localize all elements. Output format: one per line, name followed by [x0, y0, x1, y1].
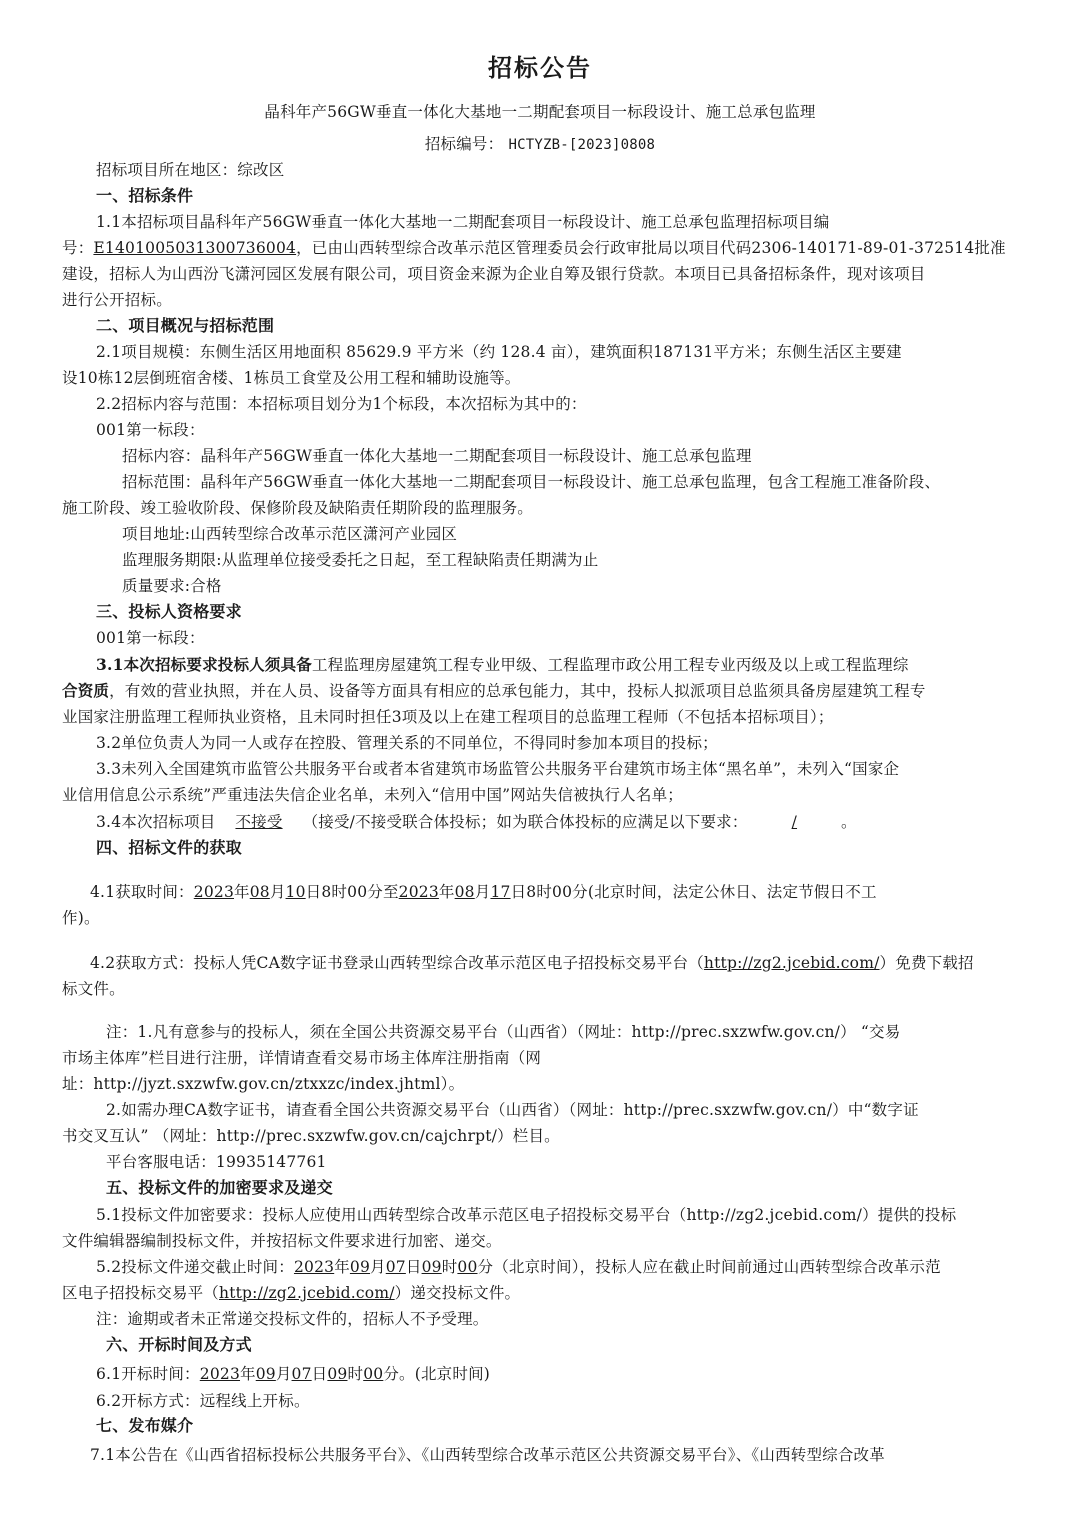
- unit-month: 月: [269, 883, 286, 901]
- s2-line-7: 施工阶段、竣工验收阶段、保修阶段及缺陷责任期阶段的监理服务。: [62, 499, 534, 517]
- s3-bold-qualification: 合资质: [62, 681, 110, 700]
- s3-line-7: 业信用信息公示系统”严重违法失信企业名单，未列入“信用中国”网站失信被执行人名单；: [62, 786, 683, 804]
- s6-opening-label: 6.1开标时间：: [96, 1365, 200, 1383]
- s2-line-5: 招标内容：晶科年产56GW垂直一体化大基地一二期配套项目一标段设计、施工总承包监理: [122, 447, 752, 465]
- s4-line-3: [90, 953, 974, 973]
- s5-line-4: [62, 1283, 520, 1303]
- s3-bold-requirement: 3.1本次招标要求投标人须具备: [96, 655, 312, 674]
- bid-number-line: [0, 134, 1080, 155]
- deadline-month: 09: [349, 1258, 371, 1276]
- unit-month: 月: [474, 883, 491, 901]
- section-7-heading: 七、发布媒介: [96, 1416, 194, 1435]
- s3-line-2-rest: 工程监理房屋建筑工程专业甲级、工程监理市政公用工程专业丙级及以上或工程监理综: [311, 656, 909, 674]
- consortium-requirement-blank: /: [791, 813, 798, 831]
- unit-day: 日: [311, 1365, 328, 1383]
- project-region: 招标项目所在地区：综改区: [96, 161, 285, 179]
- project-subtitle: 晶科年产56GW垂直一体化大基地一二期配套项目一标段设计、施工总承包监理: [264, 103, 816, 121]
- s6-opening-tail: 分。(北京时间): [383, 1365, 491, 1383]
- s6-line-1: [96, 1364, 490, 1384]
- section-3-heading: 三、投标人资格要求: [96, 602, 242, 621]
- consortium-choice: 不接受: [235, 813, 283, 831]
- s1-line-2: [62, 238, 1006, 258]
- s4-note-1: 注：1.凡有意参与的投标人，须在全国公共资源交易平台（山西省）（网址：http://prec.sxzwfw.gov.cn/） “交易: [106, 1023, 901, 1041]
- bid-number-label: 招标编号：: [424, 135, 504, 153]
- s5-deadline-label: 5.2投标文件递交截止时间：: [96, 1258, 294, 1276]
- s5-line-1: 5.1投标文件加密要求：投标人应使用山西转型综合改革示范区电子招投标交易平台（http://zg2.jcebid.com/）提供的投标: [96, 1206, 957, 1224]
- deadline-day: 07: [385, 1258, 406, 1276]
- unit-year: 年: [234, 883, 250, 901]
- s3-line-5: 3.2单位负责人为同一人或存在控股、管理关系的不同单位，不得同时参加本项目的投标；: [96, 734, 718, 752]
- section-2-heading: 二、项目概况与招标范围: [96, 316, 275, 335]
- s4-line-2: 作)。: [62, 909, 100, 927]
- s4-note-3: 址：http://jyzt.sxzwfw.gov.cn/ztxxzc/index.jhtml）。: [62, 1075, 465, 1093]
- s2-line-10: 质量要求:合格: [122, 577, 222, 595]
- deadline-hour: 09: [421, 1258, 442, 1276]
- deadline-year: 2023: [293, 1258, 335, 1276]
- s4-note-4: 2.如需办理CA数字证书，请查看全国公共资源交易平台（山西省）（网址：http://prec.sxzwfw.gov.cn/）中“数字证: [106, 1101, 919, 1119]
- opening-month: 09: [255, 1365, 276, 1383]
- s3-line-4: 业国家注册监理工程师执业资格，且未同时担任3项及以上在建工程项目的总监理工程师（不包括本招标项目）；: [62, 708, 834, 726]
- s4-method-tail: ）免费下载招: [879, 954, 974, 972]
- s5-line-5: 注：逾期或者未正常递交投标文件的，招标人不予受理。: [96, 1310, 489, 1328]
- unit-hour: 时: [347, 1365, 364, 1383]
- end-month: 08: [454, 883, 475, 901]
- s3-consortium-end: 。: [841, 813, 857, 831]
- s3-line-6: 3.3未列入全国建筑市监管公共服务平台或者本省建筑市场监管公共服务平台建筑市场主体“黑名单”，未列入“国家企: [96, 760, 900, 778]
- s3-line-2: [96, 655, 909, 675]
- unit-day: 日: [305, 883, 322, 901]
- unit-year: 年: [240, 1365, 256, 1383]
- page-title: 招标公告: [488, 53, 592, 82]
- s2-line-4: 001第一标段：: [96, 421, 205, 439]
- s2-line-8: 项目地址:山西转型综合改革示范区潇河产业园区: [122, 525, 458, 543]
- s5-line-3: [96, 1257, 941, 1277]
- end-year: 2023: [398, 883, 439, 901]
- s3-consortium-prefix: 3.4本次招标项目: [96, 813, 216, 831]
- section-5-heading: 五、投标文件的加密要求及递交: [106, 1178, 333, 1197]
- s2-line-1: 2.1项目规模：东侧生活区用地面积 85629.9 平方米（约 128.4 亩），建筑面积187131平方米；东侧生活区主要建: [96, 343, 902, 361]
- end-day: 17: [490, 883, 511, 901]
- unit-year: 年: [438, 883, 455, 901]
- s1-line-1: 1.1本招标项目晶科年产56GW垂直一体化大基地一二期配套项目一标段设计、施工总承包监理招标项目编: [96, 213, 830, 231]
- start-month: 08: [249, 883, 270, 901]
- s4-note-5: 书交叉互认” （网址：http://prec.sxzwfw.gov.cn/cajchrpt/）栏目。: [62, 1127, 560, 1145]
- section-1-heading: 一、招标条件: [96, 186, 194, 205]
- s3-line-3: [62, 681, 926, 701]
- deadline-minute: 00: [457, 1258, 478, 1276]
- s4-method-text: 4.2获取方式：投标人凭CA数字证书登录山西转型综合改革示范区电子招投标交易平台（: [90, 954, 704, 972]
- s4-note-2: 市场主体库”栏目进行注册，详情请查看交易市场主体库注册指南（网: [62, 1049, 542, 1067]
- s1-code-rest: ，已由山西转型综合改革示范区管理委员会行政审批局以项目代码2306-140171-89-01-372514批准: [296, 239, 1006, 257]
- bid-number: HCTYZB-[2023]0808: [508, 137, 656, 153]
- section-4-heading: 四、招标文件的获取: [96, 838, 242, 857]
- platform-url-link[interactable]: http://zg2.jcebid.com/: [703, 954, 880, 972]
- s4-line-1: [90, 882, 877, 902]
- s5-line-2: 文件编辑器编制投标文件，并按招标文件要求进行加密、递交。: [62, 1232, 502, 1250]
- start-day: 10: [285, 883, 306, 901]
- project-code-link[interactable]: E1401005031300736004: [93, 239, 297, 257]
- opening-hour: 09: [327, 1365, 348, 1383]
- service-phone: 平台客服电话：19935147761: [106, 1153, 327, 1171]
- start-year: 2023: [193, 883, 235, 901]
- s3-consortium-text: （接受/不接受联合体投标；如为联合体投标的应满足以下要求：: [302, 813, 748, 831]
- s3-line-3-rest: ，有效的营业执照，并在人员、设备等方面具有相应的总承包能力，其中，投标人拟派项目总监须具备房屋建筑工程专: [109, 682, 926, 700]
- s3-line-1: 001第一标段：: [96, 629, 205, 647]
- s2-line-3: 2.2招标内容与范围：本招标项目划分为1个标段，本次招标为其中的：: [96, 395, 587, 413]
- s4-time-tail: 日8时00分(北京时间，法定公休日、法定节假日不工: [510, 883, 877, 901]
- s6-line-2: 6.2开标方式：远程线上开标。: [96, 1392, 310, 1410]
- s3-line-8: [96, 812, 857, 832]
- time-from: 8时00分至: [321, 883, 399, 901]
- unit-year: 年: [334, 1258, 350, 1276]
- s1-code-prefix: 号：: [62, 239, 94, 257]
- unit-hour: 时: [441, 1258, 458, 1276]
- s2-line-2: 设10栋12层倒班宿舍楼、1栋员工食堂及公用工程和辅助设施等。: [62, 369, 521, 387]
- s5-submit-tail: ）递交投标文件。: [394, 1284, 521, 1302]
- s5-deadline-tail: 分（北京时间），投标人应在截止时间前通过山西转型综合改革示范: [477, 1258, 941, 1276]
- opening-year: 2023: [199, 1365, 241, 1383]
- unit-month: 月: [370, 1258, 386, 1276]
- s2-line-6: 招标范围：晶科年产56GW垂直一体化大基地一二期配套项目一标段设计、施工总承包监理，包含工程施工准备阶段、: [122, 473, 941, 491]
- s7-line-1: 7.1本公告在《山西省招标投标公共服务平台》、《山西转型综合改革示范区公共资源交易平台》、《山西转型综合改革: [90, 1446, 885, 1464]
- s5-submit-text: 区电子招投标交易平（: [62, 1284, 220, 1302]
- section-6-heading: 六、开标时间及方式: [106, 1335, 252, 1354]
- s1-line-3: 建设，招标人为山西汾飞潇河园区发展有限公司，项目资金来源为企业自筹及银行贷款。本项目已具备招标条件，现对该项目: [62, 265, 926, 283]
- s4-line-4: 标文件。: [62, 980, 125, 998]
- unit-day: 日: [405, 1258, 422, 1276]
- s1-line-4: 进行公开招标。: [62, 291, 172, 309]
- s4-time-label: 4.1获取时间：: [90, 883, 194, 901]
- opening-minute: 00: [363, 1365, 384, 1383]
- submit-url-link[interactable]: http://zg2.jcebid.com/: [219, 1284, 395, 1302]
- s2-line-9: 监理服务期限:从监理单位接受委托之日起，至工程缺陷责任期满为止: [122, 551, 599, 569]
- unit-month: 月: [275, 1365, 292, 1383]
- opening-day: 07: [291, 1365, 312, 1383]
